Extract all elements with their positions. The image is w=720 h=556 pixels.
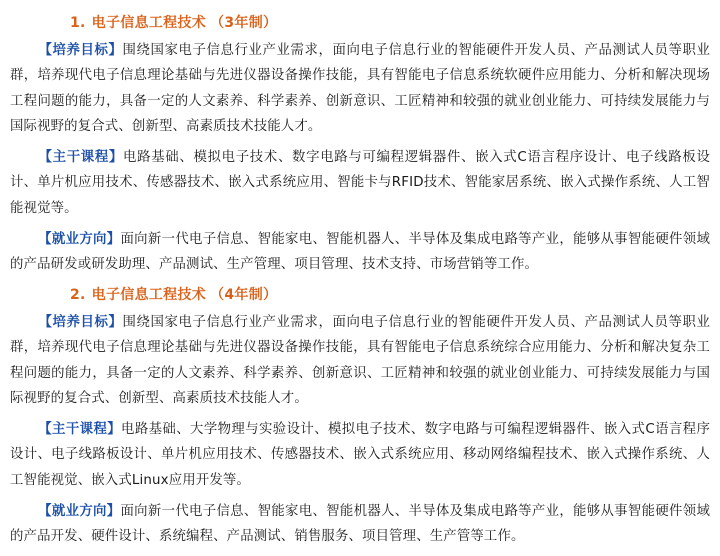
- program-title: [10, 284, 710, 306]
- program-name: 电子信息工程技术: [91, 15, 207, 31]
- core-courses-label: 【主干课程】: [38, 150, 124, 166]
- training-goal-text: 围绕国家电子信息行业产业需求，面向电子信息行业的智能硬件开发人员、产品测试人员等职业群，培养现代电子信息理论基础与先进仪器设备操作技能，具有智能电子信息系统软硬件应用能力、分析和解决现场工程问题的能力，具备一定的人文素养、科学素养、创新意识、工匠精神和较强的就业创业能力、可持续发展能力与国际视野的复合式、创新型、高素质技术技能人才。: [10, 43, 711, 134]
- program-number: 1.: [70, 15, 86, 31]
- training-goal-label: 【培养目标】: [38, 43, 123, 58]
- program-section: [0, 12, 720, 284]
- career-direction-label: 【就业方向】: [38, 504, 121, 520]
- core-courses-text: 电路基础、模拟电子技术、数字电路与可编程逻辑器件、嵌入式C语言程序设计、电子线路板设计、单片机应用技术、传感器技术、嵌入式系统应用、智能卡与RFID技术、智能家居系统、嵌入式操作系统、人工智能视觉等。: [10, 150, 710, 216]
- program-duration: （4年制）: [210, 287, 278, 303]
- program-title: [10, 12, 710, 34]
- training-goal-paragraph: [10, 38, 710, 139]
- career-direction-label: 【就业方向】: [38, 232, 121, 248]
- career-direction-paragraph: [10, 227, 710, 278]
- program-name: 电子信息工程技术: [91, 287, 207, 303]
- career-direction-text: 面向新一代电子信息、智能家电、智能机器人、半导体及集成电路等产业，能够从事智能硬件领域的产品研发或研发助理、产品测试、生产管理、项目管理、技术支持、市场营销等工作。: [10, 232, 710, 273]
- program-duration: （3年制）: [210, 15, 278, 31]
- training-goal-label: 【培养目标】: [38, 315, 123, 330]
- career-direction-text: 面向新一代电子信息、智能家电、智能机器人、半导体及集成电路等产业，能够从事智能硬件领域的产品开发、硬件设计、系统编程、产品测试、销售服务、项目管理、生产管等工作。: [10, 504, 710, 545]
- program-section: [0, 284, 720, 556]
- core-courses-paragraph: [10, 417, 710, 493]
- core-courses-paragraph: [10, 145, 710, 221]
- training-goal-paragraph: [10, 310, 710, 411]
- core-courses-label: 【主干课程】: [38, 422, 122, 438]
- training-goal-text: 围绕国家电子信息行业产业需求，面向电子信息行业的智能硬件开发人员、产品测试人员等职业群，培养现代电子信息理论基础与先进仪器设备操作技能，具有智能电子信息系统综合应用能力、分析和解决复杂工程问题的能力，具备一定的人文素养、科学素养、创新意识、工匠精神和较强的就业创业能力、可持续发展能力与国际视野的复合式、创新型、高素质技术技能人才。: [10, 315, 711, 406]
- program-number: 2.: [70, 287, 86, 303]
- core-courses-text: 电路基础、大学物理与实验设计、模拟电子技术、数字电路与可编程逻辑器件、嵌入式C语言程序设计、电子线路板设计、单片机应用技术、传感器技术、嵌入式系统应用、移动网络编程技术、嵌入式操作系统、人工智能视觉、嵌入式Linux应用开发等。: [10, 422, 711, 488]
- career-direction-paragraph: [10, 499, 710, 550]
